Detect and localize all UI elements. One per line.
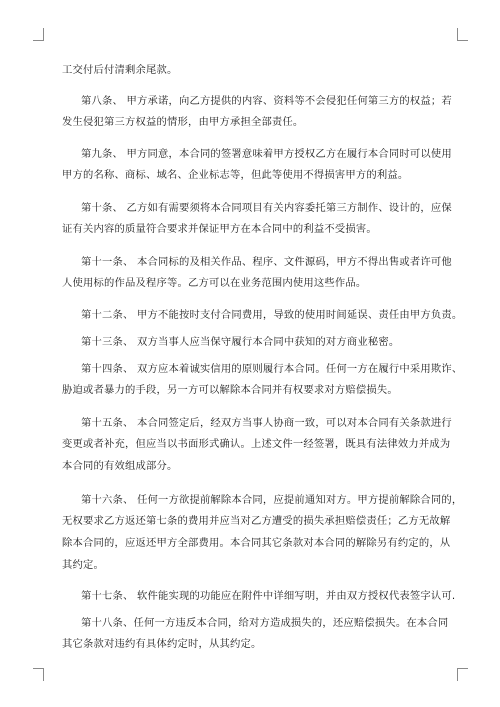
text-line: 除本合同的，应返还甲方全部费用。本合同其它条款对本合同的解除另有约定的，从 (62, 537, 451, 549)
text-line: 甲方的名称、商标、域名、企业标志等，但此等使用不得损害甲方的利益。 (62, 169, 409, 181)
text-line: 本合同的有效组成部分。 (62, 460, 178, 472)
text-line: 第十四条、 双方应本着诚实信用的原则履行本合同。任何一方在履行中采用欺诈、 (81, 363, 463, 375)
text-line: 第九条、 甲方同意，本合同的签署意味着甲方授权乙方在履行本合同时可以使用 (81, 148, 452, 160)
text-line: 第十八条、任何一方违反本合同，给对方造成损失的，还应赔偿损失。在本合同 (81, 617, 449, 629)
text-line: 胁迫或者暴力的手段，另一方可以解除本合同并有权要求对方赔偿损失。 (62, 384, 398, 396)
text-line: 第十二条、 甲方不能按时支付合同费用，导致的使用时间延误、责任由甲方负责。 (81, 309, 463, 321)
crop-mark-bottom-left (33, 668, 44, 681)
text-line: 第十七条、 软件能实现的功能应在附件中详细写明，并由双方授权代表签字认可. (81, 590, 456, 602)
text-line: 其它条款对违约有具体约定时，从其约定。 (62, 638, 262, 650)
crop-mark-bottom-right (457, 668, 468, 681)
text-line: 其约定。 (62, 559, 104, 571)
text-line: 第十五条、 本合同签定后，经双方当事人协商一致，可以对本合同有关条款进行 (81, 417, 452, 429)
text-line: 第十一条、 本合同标的及相关作品、程序、文件源码，甲方不得出售或者许可他 (81, 256, 452, 268)
text-line: 工交付后付清剩余尾款。 (62, 64, 178, 76)
text-line: 第十条、 乙方如有需要须将本合同项目有关内容委托第三方制作、设计的，应保 (81, 202, 452, 214)
text-line: 发生侵犯第三方权益的情形，由甲方承担全部责任。 (62, 116, 304, 128)
text-line: 证有关内容的质量符合要求并保证甲方在本合同中的利益不受损害。 (62, 223, 377, 235)
text-line: 第十三条、 双方当事人应当保守履行本合同中获知的对方商业秘密。 (81, 336, 400, 348)
text-line: 第十六条、 任何一方欲提前解除本合同，应提前通知对方。甲方提前解除合同的， (81, 494, 463, 506)
crop-mark-top-right (457, 28, 468, 41)
text-line: 无权要求乙方返还第七条的费用并应当对乙方遭受的损失承担赔偿责任；乙方无故解 (62, 515, 451, 527)
text-line: 人使用标的作品及程序等。乙方可以在业务范围内使用这些作品。 (62, 277, 367, 289)
text-line: 第八条、 甲方承诺，向乙方提供的内容、资料等不会侵犯任何第三方的权益；若 (81, 95, 452, 107)
text-line: 变更或者补充，但应当以书面形式确认。上述文件一经签署，既具有法律效力并成为 (62, 438, 451, 450)
crop-mark-top-left (33, 28, 44, 41)
